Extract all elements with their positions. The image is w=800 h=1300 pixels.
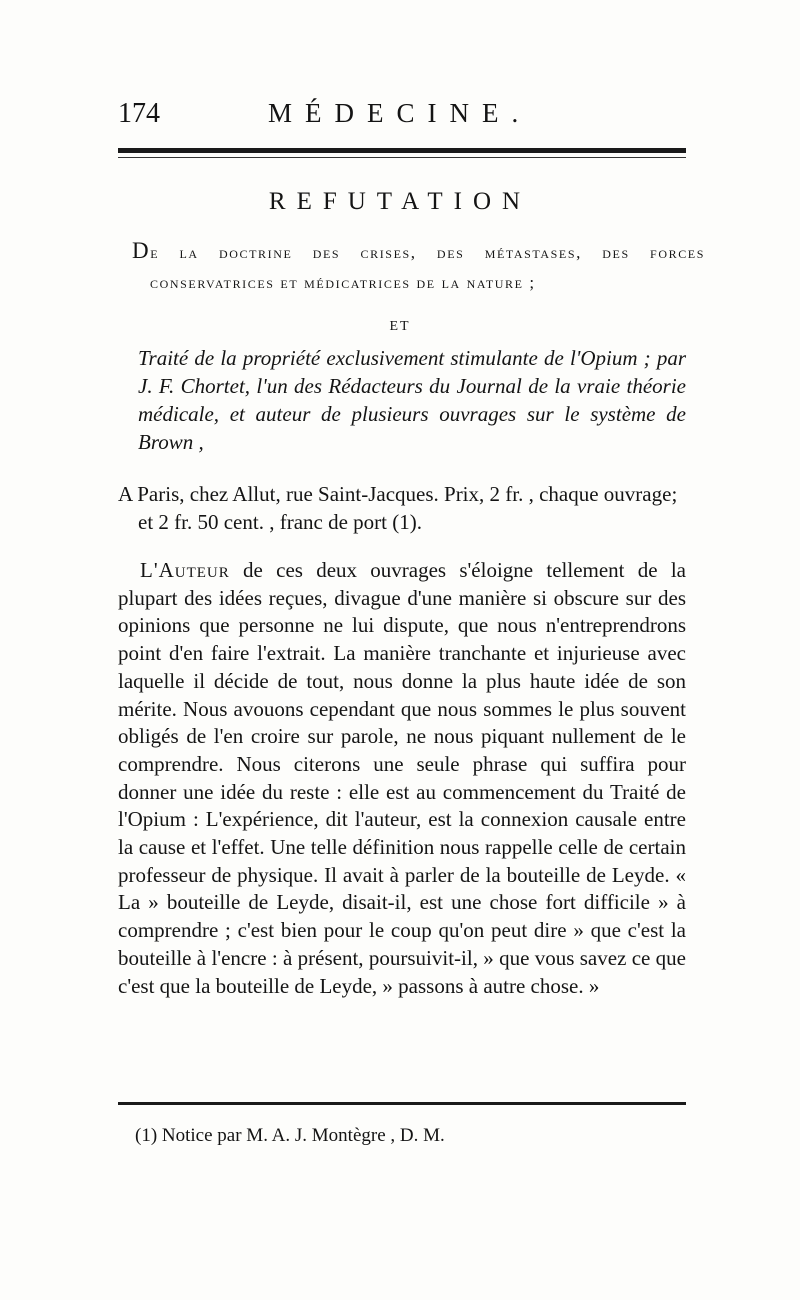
header-rule (118, 148, 686, 153)
subtitle-initial: D (132, 238, 151, 263)
body-paragraph (118, 557, 686, 1000)
second-work-text: Traité de la propriété exclusivement stimulante de l'Opium ; par J. F. Chortet, l'un des Rédacteurs du Journal de la vraie théorie médicale, et auteur de plusieurs ouvrages sur le système de Brown , (138, 346, 686, 454)
body-lead: L'Auteur (140, 558, 230, 582)
page-number: 174 (118, 98, 160, 129)
article-subtitle (132, 236, 705, 298)
connector-word: ET (389, 319, 411, 334)
header-rule-thin (118, 157, 686, 158)
review-body (118, 557, 686, 1000)
footnote: (1) Notice par M. A. J. Montègre , D. M. (135, 1125, 445, 1146)
page-header (118, 98, 688, 138)
publication-info: A Paris, chez Allut, rue Saint-Jacques. Prix, 2 fr. , chaque ouvrage; et 2 fr. 50 cent. , franc de port (1). (118, 482, 678, 534)
body-text: de ces deux ouvrages s'éloigne tellement de la plupart des idées reçues, divague d'une manière si obscure sur des opinions que personne ne lui dispute, que nous n'entreprendrons point d'en faire l'extrait. La manière tranchante et injurieuse avec laquelle il décide de tout, nous donne la plus haute idée de son mérite. Nous avouons cependant que nous sommes le plus souvent obligés de l'en croire sur parole, ne nous piquant nullement de le comprendre. Nous citerons une seule phrase qui suffira pour donner une idée du reste : elle est au commencement du Traité de l'Opium : L'expérience, dit l'auteur, est la connexion causale entre la cause et l'effet. Une telle définition nous rappelle celle de certain professeur de physique. Il avait à parler de la bouteille de Leyde. « La » bouteille de Leyde, disait-il, est une chose fort difficile » à comprendre ; c'est bien pour le coup qu'on peut dire » que c'est la bouteille à l'encre : à présent, poursuivit-il, » que vous savez ce que c'est que la bouteille de Leyde, » passons à autre chose. » (118, 558, 686, 998)
subtitle-text: e la doctrine des crises, des métastases, des forces conservatrices et médicatrices de la nature ; (150, 243, 705, 292)
article-title: REFUTATION (268, 188, 532, 215)
second-work-title (118, 344, 686, 456)
footnote-rule (118, 1102, 686, 1105)
running-title: MÉDECINE. (268, 98, 532, 128)
